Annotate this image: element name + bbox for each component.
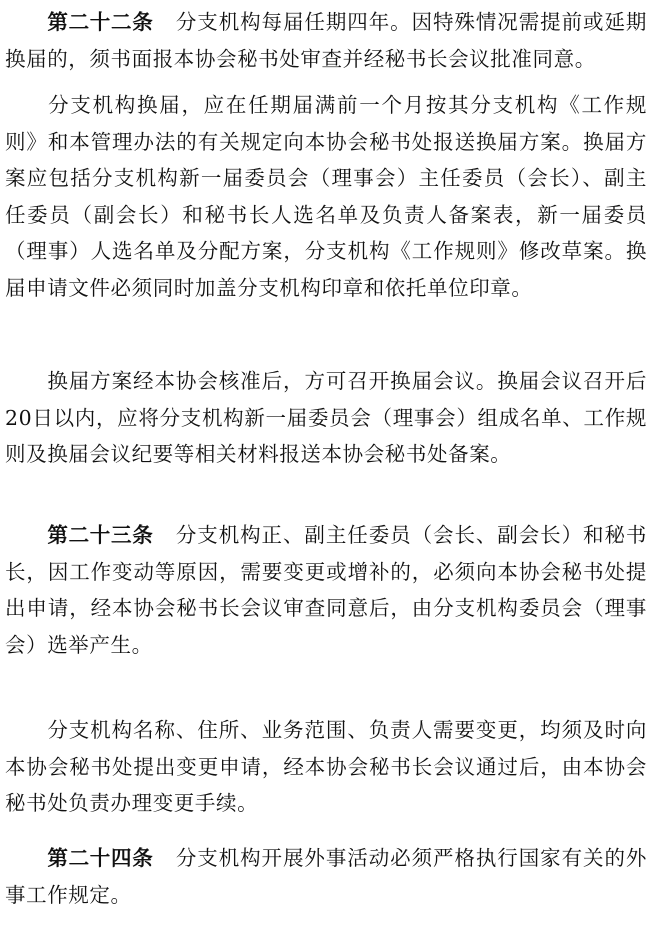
article-heading-24: 第二十四条 bbox=[47, 846, 154, 870]
paragraph-change-application bbox=[5, 712, 647, 822]
paragraph-renewal-meeting bbox=[5, 363, 647, 473]
paragraph-article-22 bbox=[5, 4, 647, 77]
article-24-text: 分支机构开展外事活动必须严格执行国家有关的外事工作规定。 bbox=[5, 846, 648, 907]
article-heading-22: 第二十二条 bbox=[47, 10, 154, 34]
article-23-text: 分支机构正、副主任委员（会长、副会长）和秘书长，因工作变动等原因，需要变更或增补的，必须向本协会秘书处提出申请，经本协会秘书长会议审查同意后，由分支机构委员会（理事会）选举产生。 bbox=[5, 523, 648, 657]
paragraph-article-23 bbox=[5, 517, 647, 663]
change-application-text: 分支机构名称、住所、业务范围、负责人需要变更，均须及时向本协会秘书处提出变更申请，经本协会秘书长会议通过后，由本协会秘书处负责办理变更手续。 bbox=[5, 718, 647, 816]
renewal-plan-text: 分支机构换届，应在任期届满前一个月按其分支机构《工作规则》和本管理办法的有关规定向本协会秘书处报送换届方案。换届方案应包括分支机构新一届委员会（理事会）主任委员（会长）、副主任委员（副会长）和秘书长人选名单及负责人备案表，新一届委员（理事）人选名单及分配方案，分支机构《工作规则》修改草案。换届申请文件必须同时加盖分支机构印章和依托单位印章。 bbox=[5, 93, 647, 300]
article-22-text: 分支机构每届任期四年。因特殊情况需提前或延期换届的，须书面报本协会秘书处审查并经秘书长会议批准同意。 bbox=[5, 10, 648, 71]
paragraph-article-24 bbox=[5, 840, 647, 913]
renewal-meeting-text: 换届方案经本协会核准后，方可召开换届会议。换届会议召开后20日以内，应将分支机构新一届委员会（理事会）组成名单、工作规则及换届会议纪要等相关材料报送本协会秘书处备案。 bbox=[5, 369, 647, 467]
paragraph-renewal-plan bbox=[5, 87, 647, 307]
article-heading-23: 第二十三条 bbox=[47, 523, 154, 547]
